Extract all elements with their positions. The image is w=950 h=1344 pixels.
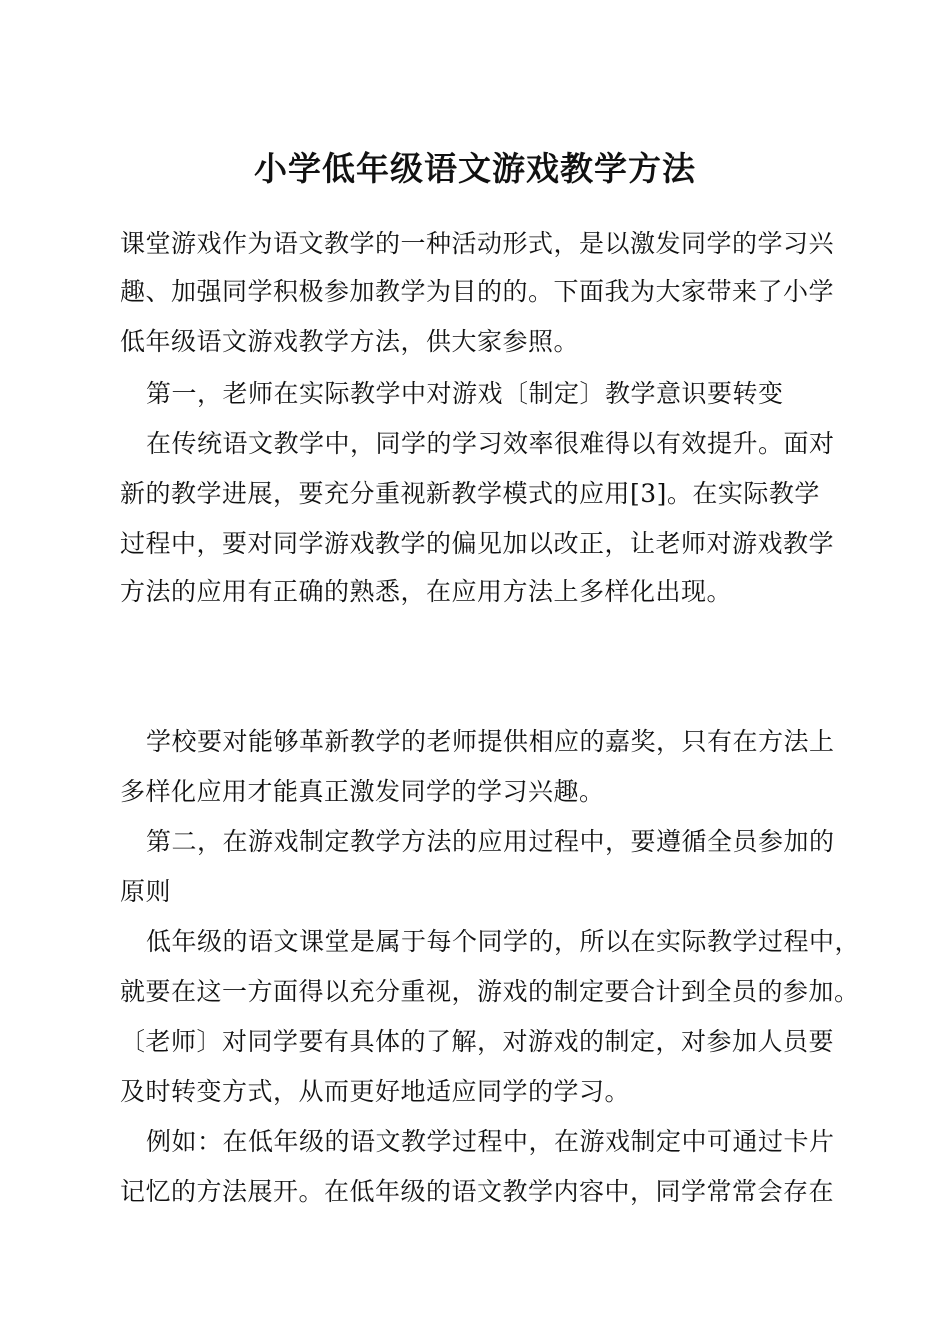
paragraph-line: 趣、加强同学积极参加教学为目的的。下面我为大家带来了小学 — [120, 277, 835, 306]
paragraph-line: 新的教学进展，要充分重视新教学模式的应用[3]。在实际教学 — [120, 479, 820, 508]
paragraph-line: 方法的应用有正确的熟悉，在应用方法上多样化出现。 — [120, 577, 733, 606]
paragraph-line: 过程中，要对同学游戏教学的偏见加以改正，让老师对游戏教学 — [120, 529, 835, 558]
section-heading-1: 第一，老师在实际教学中对游戏〔制定〕教学意识要转变 — [146, 379, 784, 408]
section-heading-2-cont: 原则 — [120, 877, 172, 906]
paragraph-line: 及时转变方式，从而更好地适应同学的学习。 — [120, 1077, 631, 1106]
section-heading-2: 第二，在游戏制定教学方法的应用过程中，要遵循全员参加的 — [146, 827, 835, 856]
document-title: 小学低年级语文游戏教学方法 — [254, 149, 696, 188]
paragraph-line: 低年级的语文课堂是属于每个同学的，所以在实际教学过程中， — [146, 927, 861, 956]
paragraph-line: 〔老师〕对同学要有具体的了解，对游戏的制定，对参加人员要 — [120, 1027, 835, 1056]
paragraph-line: 低年级语文游戏教学方法，供大家参照。 — [120, 327, 580, 356]
paragraph-line: 在传统语文教学中，同学的学习效率很难得以有效提升。面对 — [146, 429, 835, 458]
paragraph-line: 学校要对能够革新教学的老师提供相应的嘉奖，只有在方法上 — [146, 727, 835, 756]
paragraph-line: 例如：在低年级的语文教学过程中，在游戏制定中可通过卡片 — [146, 1127, 835, 1156]
paragraph-line: 记忆的方法展开。在低年级的语文教学内容中，同学常常会存在 — [120, 1177, 835, 1206]
paragraph-line: 多样化应用才能真正激发同学的学习兴趣。 — [120, 777, 605, 806]
paragraph-line: 就要在这一方面得以充分重视，游戏的制定要合计到全员的参加。 — [120, 977, 860, 1006]
paragraph-line: 课堂游戏作为语文教学的一种活动形式，是以激发同学的学习兴 — [120, 229, 835, 258]
